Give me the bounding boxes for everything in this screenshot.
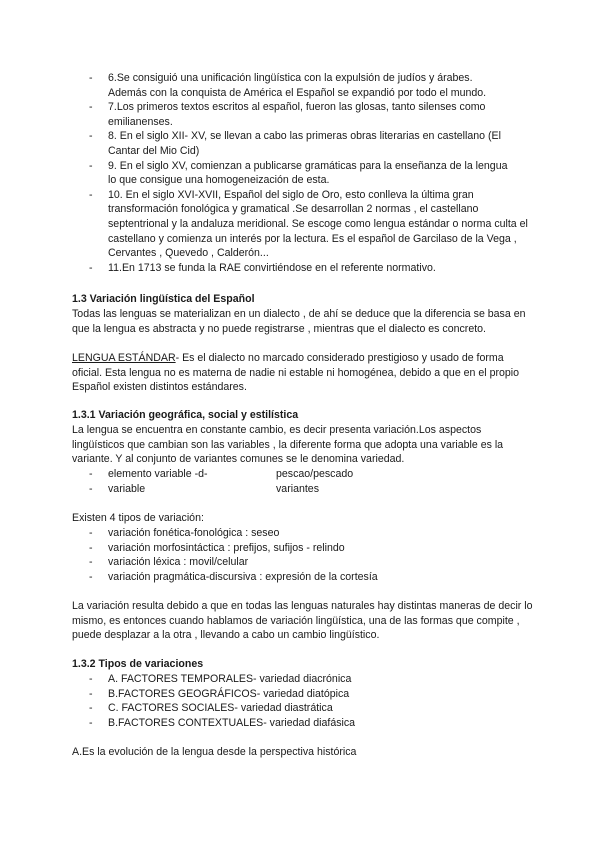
section-heading-1-3-1: 1.3.1 Variación geográfica, social y estilística [72,409,299,421]
section-heading-1-3-2: 1.3.2 Tipos de variaciones [72,658,204,670]
list-item: - B.FACTORES GEOGRÁFICOS- variedad diatópica [72,687,534,702]
list-item: - 8. En el siglo XII- XV, se llevan a cabo las primeras obras literarias en castellano (El Cantar del Mio Cid) [72,129,534,158]
history-list [72,71,534,275]
variation-types-list [72,526,534,584]
variation-closing-paragraph: La variación resulta debido a que en todas las lenguas naturales hay distintas maneras de decir lo mismo, es entonces cuando hablamos de variación lingüística, una de las formas que compite , puede desplazar a la otra , llevando a cabo un cambio lingüístico. [72,600,533,642]
list-item: - 6.Se consiguió una unificación lingüística con la expulsión de judíos y árabes. Además con la conquista de América el Español se expandió por todo el mundo. [72,71,534,100]
section-1-3-1-paragraph: La lengua se encuentra en constante cambio, es decir presenta variación.Los aspectos lingüísticos que cambian son las variables , la diferente forma que adopta una variable es la variante. Y al conjunto de variantes comunes se le denomina variedad. [72,424,504,466]
list-item: - variable variantes [72,482,534,497]
variation-factors-list [72,672,534,730]
final-line: A.Es la evolución de la lengua desde la perspectiva histórica [72,746,357,758]
list-item: - 11.En 1713 se funda la RAE convirtiéndose en el referente normativo. [72,261,534,276]
list-item: - 10. En el siglo XVI-XVII, Español del siglo de Oro, esto conlleva la última gran transformación fonológica y gramatical .Se desarrollan 2 normas , el castellano septentrional y la andaluza meridional. Se escoge como lengua estándar o norma culta el castellano y comienza un interés por la lectura. Es el español de Garcilaso de la Vega , Cervantes , Quevedo , Calderón... [72,188,534,261]
list-item: - variación pragmática-discursiva : expresión de la cortesía [72,570,534,585]
list-item: - C. FACTORES SOCIALES- variedad diastrática [72,701,534,716]
section-1-3-paragraph: Todas las lenguas se materializan en un dialecto , de ahí se deduce que la diferencia se basa en que la lengua es abstracta y no puede registrarse , mientras que el dialecto es concreto. [72,308,526,335]
term-lengua-estandar: LENGUA ESTÁNDAR [72,352,176,364]
section-heading-1-3: 1.3 Variación lingüística del Español [72,293,255,305]
types-intro: Existen 4 tipos de variación: [72,512,204,524]
lengua-estandar-definition: LENGUA ESTÁNDAR- Es el dialecto no marcado considerado prestigioso y usado de forma oficial. Esta lengua no es materna de nadie ni estable ni homogénea, debido a que en el propio Español existen distintos estándares. [72,352,520,394]
list-item: - 9. En el siglo XV, comienzan a publicarse gramáticas para la enseñanza de la lengua lo que consigue una homogeneización de esta. [72,159,534,188]
list-item: - variación fonética-fonológica : seseo [72,526,534,541]
list-item: - B.FACTORES CONTEXTUALES- variedad diafásica [72,716,534,731]
list-item: - 7.Los primeros textos escritos al español, fueron las glosas, tanto silenses como emilianenses. [72,100,534,129]
variable-pairs-list [72,467,534,496]
list-item: - variación morfosintáctica : prefijos, sufijos - relindo [72,541,534,556]
list-item: - elemento variable -d- pescao/pescado [72,467,534,482]
list-item: - variación léxica : movil/celular [72,555,534,570]
list-item: - A. FACTORES TEMPORALES- variedad diacrónica [72,672,534,687]
